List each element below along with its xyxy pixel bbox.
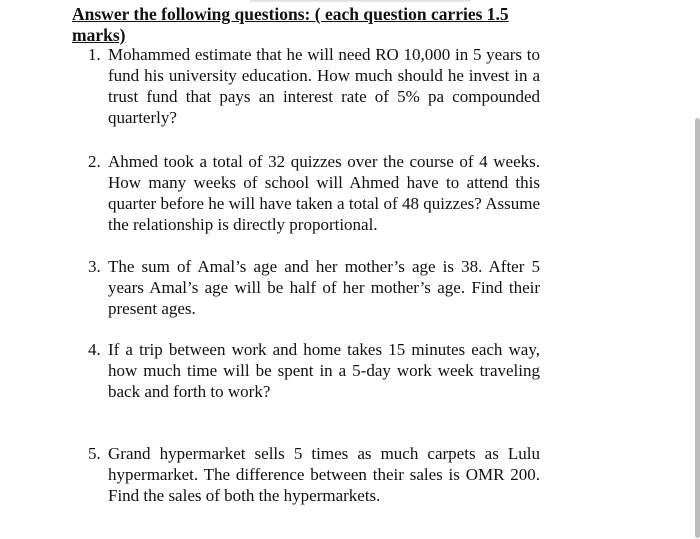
question-text: If a trip between work and home takes 15 minutes each way, how much time will be spent in a 5-day work week traveling back and forth to work? — [108, 340, 540, 401]
question-number: 2. — [88, 152, 101, 171]
question-number: 4. — [88, 340, 101, 359]
vertical-scrollbar[interactable] — [695, 118, 700, 538]
section-heading: Answer the following questions: ( each question carries 1.5 marks) — [72, 4, 509, 45]
question-number: 5. — [88, 444, 101, 463]
question-text: Mohammed estimate that he will need RO 10,000 in 5 years to fund his university education. How much should he invest in a trust fund that pays an interest rate of 5% pa compounded quarterly? — [108, 45, 540, 127]
question-text: Grand hypermarket sells 5 times as much carpets as Lulu hypermarket. The difference between their sales is OMR 200. Find the sales of both the hypermarkets. — [108, 444, 540, 505]
clipped-text-edge — [250, 0, 470, 3]
question-number: 3. — [88, 257, 101, 276]
question-item — [88, 151, 540, 235]
question-number: 1. — [88, 45, 101, 64]
question-item — [88, 339, 540, 402]
question-text: Ahmed took a total of 32 quizzes over the course of 4 weeks. How many weeks of school will Ahmed have to attend this quarter before he will have taken a total of 48 quizzes? Assume the relationship is directly proportional. — [108, 152, 540, 234]
question-text: The sum of Amal’s age and her mother’s age is 38. After 5 years Amal’s age will be half of her mother’s age. Find their present ages. — [108, 257, 540, 318]
question-item — [88, 256, 540, 319]
question-item — [88, 44, 540, 128]
question-item — [88, 443, 540, 506]
